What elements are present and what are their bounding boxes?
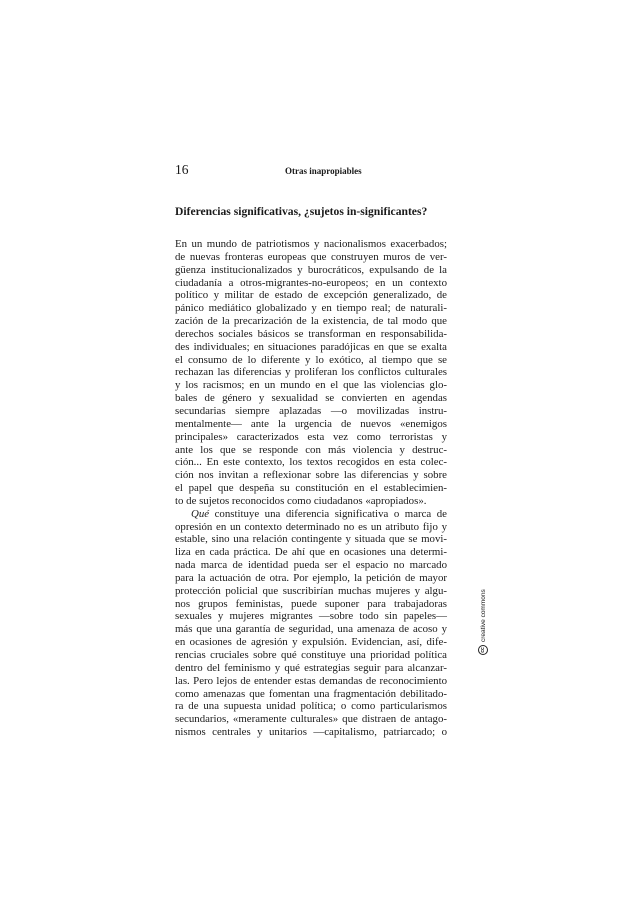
text-line: ciudadanía a otros-migrantes-no-europeos; en un contexto xyxy=(175,276,447,289)
text-line: político y militar de estado de excepción generalizado, de xyxy=(175,289,447,302)
text-line: ción nos invitan a reflexionar sobre las diferencias y sobre xyxy=(175,469,447,482)
text-line: secundarias siempre aplazadas —o movilizadas instru- xyxy=(175,404,447,417)
text-line: protección policial que suscribirían muchas mujeres y algu- xyxy=(175,584,447,597)
text-line: des individuales; en situaciones paradójicas en que se exalta xyxy=(175,340,447,353)
text-line: opresión en un contexto determinado no es un atributo fijo y xyxy=(175,520,447,533)
text-line: nismos centrales y unitarios —capitalismo, patriarcado; o xyxy=(175,726,447,739)
creative-commons-stamp xyxy=(478,589,488,655)
first-line-rest: constituye una diferencia significativa o marca de xyxy=(209,507,447,520)
text-line: más que una garantía de seguridad, una amenaza de acoso y xyxy=(175,623,447,636)
text-line: En un mundo de patriotismos y nacionalismos exacerbados; xyxy=(175,238,447,250)
text-line: para la actuación de otra. Por ejemplo, la petición de mayor xyxy=(175,571,447,584)
text-line: rencias cruciales sobre qué constituye una prioridad política xyxy=(175,649,447,661)
text-line: rechazan las diferencias y proliferan los conflictos culturales xyxy=(175,366,447,379)
text-line: liza en cada práctica. De ahí que en ocasiones una determi- xyxy=(175,546,447,559)
text-line: como amenazas que fomentan una fragmentación debilitado- xyxy=(175,687,447,700)
italic-lead: Qué xyxy=(191,507,210,520)
text-line: dentro del feminismo y qué estrategias seguir para alcanzar- xyxy=(175,661,447,674)
section-title: Diferencias significativas, ¿sujetos in-significantes? xyxy=(175,205,428,218)
paragraph-first-line xyxy=(175,508,447,521)
text-line: el consumo de lo diferente y lo exótico, al tiempo que se xyxy=(175,353,447,366)
text-line: principales» caracterizados esta vez como terroristas y xyxy=(175,430,447,443)
text-line: nos grupos feministas, puede suponer para trabajadoras xyxy=(175,597,447,610)
page-header xyxy=(175,162,447,182)
text-line: nada marca de identidad pueda ser el espacio no marcado xyxy=(175,559,447,572)
text-line: mentalmente— ante la urgencia de nuevos «enemigos xyxy=(175,417,447,430)
text-line: to de sujetos reconocidos como ciudadanos «apropiados». xyxy=(175,494,427,507)
text-line: y los racismos; en un mundo en el que las violencias glo- xyxy=(175,379,447,392)
creative-commons-icon: cc xyxy=(478,645,488,655)
text-line: derechos sociales básicos se transforman en responsabilida- xyxy=(175,327,447,340)
text-line: el papel que despeña su constitución en el establecimien- xyxy=(175,482,447,495)
text-line: ra de una supuesta unidad política; o como particularismos xyxy=(175,700,447,713)
page-number: 16 xyxy=(175,162,189,177)
text-line: en ocasiones de agresión y expulsión. Evidencian, así, dife- xyxy=(175,636,447,649)
body-text xyxy=(175,238,447,739)
text-line: zación de la precarización de la existencia, de tal modo que xyxy=(175,315,447,328)
text-line: estable, sino una relación contingente y situada que se movi- xyxy=(175,533,447,546)
text-line: secundarios, «meramente culturales» que distraen de antago- xyxy=(175,713,447,726)
text-line: güenza institucionalizados y burocráticos, expulsando de la xyxy=(175,263,447,276)
text-line: sexuales y mujeres migrantes —sobre todo sin papeles— xyxy=(175,610,447,623)
text-line: las. Pero lejos de entender estas demandas de reconocimiento xyxy=(175,674,447,687)
text-line: ción... En este contexto, los textos recogidos en esta colec- xyxy=(175,456,447,469)
text-line: bales de género y sexualidad se convierten en agendas xyxy=(175,392,447,405)
text-line: ante los que se responde con más violencia y destruc- xyxy=(175,443,447,456)
text-line: de nuevas fronteras europeas que construyen muros de ver- xyxy=(175,250,447,263)
creative-commons-label: creative commons xyxy=(479,589,487,642)
text-line: pánico mediático globalizado y en tiempo real; de naturali- xyxy=(175,302,447,315)
running-title: Otras inapropiables xyxy=(285,166,362,176)
